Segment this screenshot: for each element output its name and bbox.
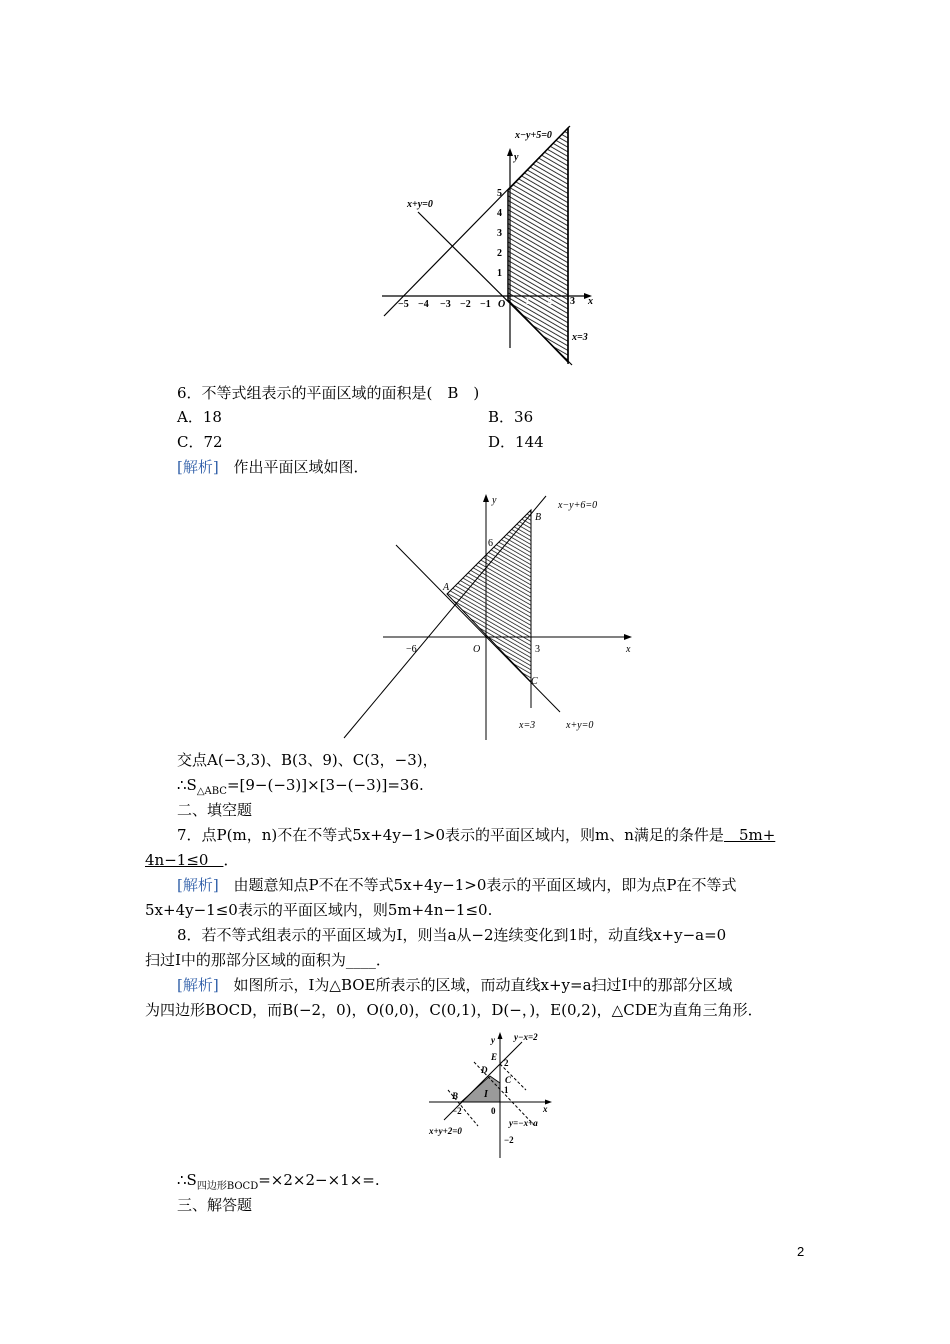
point-e-label: E xyxy=(491,1052,498,1062)
formula-prefix: ∴S xyxy=(177,1171,197,1189)
x-tick-3: 3 xyxy=(535,644,540,655)
y-axis-arrow xyxy=(507,148,513,156)
formula-subscript: △ABC xyxy=(196,786,227,797)
axis-label-y: y xyxy=(492,495,497,506)
q7-text: 7．点P(m，n)不在不等式5x+4y−1>0表示的平面区域内，则m、n满足的条件是 xyxy=(177,826,724,844)
x-tick-neg3: −3 xyxy=(440,299,451,310)
x-tick-neg2: −2 xyxy=(452,1106,462,1116)
label-x-minus-y-plus-5: x−y+5=0 xyxy=(515,130,552,141)
x-axis-arrow xyxy=(624,634,632,640)
label-x-plus-y: x+y=0 xyxy=(566,720,594,731)
y-tick-5: 5 xyxy=(497,188,502,199)
label-x-eq-3: x=3 xyxy=(519,720,536,731)
y-tick-2: 2 xyxy=(497,248,502,259)
question-8-line1: 8．若不等式组表示的平面区域为I，则当a从−2连续变化到1时，动直线x+y−a=0 xyxy=(177,926,727,944)
y-tick-6: 6 xyxy=(488,538,493,549)
q7-answer-part1: 5m+ xyxy=(723,826,776,844)
analysis-tag: [解析] xyxy=(177,876,219,894)
axis-label-x: x xyxy=(588,296,593,307)
formula-prefix: ∴S xyxy=(177,776,197,794)
q6-area-formula xyxy=(177,775,424,802)
label-x-plus-y-plus-2: x+y+2=0 xyxy=(429,1126,462,1136)
q8-analysis-line1 xyxy=(177,975,732,995)
question-8-line2: 扫过I中的那部分区域的面积为____． xyxy=(145,951,391,969)
analysis-text: 由题意知点P不在不等式5x+4y−1>0表示的平面区域内，即为点P在不等式 xyxy=(233,876,737,894)
q8-area-formula xyxy=(177,1170,380,1197)
x-tick-neg2: −2 xyxy=(460,299,471,310)
question-6: 6．不等式组表示的平面区域的面积是( B ) xyxy=(177,384,480,402)
q6-intersection-points: 交点A(−3,3)、B(3、9)、C(3，−3)， xyxy=(177,751,438,769)
shaded-region xyxy=(508,128,568,362)
q6-option-a: A．18 xyxy=(177,408,222,426)
q7-answer-part2: 4n−1≤0 xyxy=(145,851,224,869)
q7-end: ． xyxy=(223,851,239,869)
formula-rest: =×2×2−×1×=. xyxy=(258,1171,380,1189)
axis-label-y: y xyxy=(514,152,519,163)
q7-analysis-line2: 5x+4y−1≤0表示的平面区域内，则5m+4n−1≤0. xyxy=(145,901,493,919)
q8-analysis-line2: 为四边形BOCD，而B(−2，0)，O(0,0)，C(0,1)，D(−，)，E(0,2)，△CDE为直角三角形． xyxy=(145,1001,763,1019)
q6-option-b: B．36 xyxy=(488,408,534,426)
formula-rest: =[9−(−3)]×[3−(−3)]=36. xyxy=(226,776,424,794)
q7-analysis-line1 xyxy=(177,875,737,895)
y-tick-neg2: −2 xyxy=(504,1135,514,1145)
shaded-triangle xyxy=(447,510,531,682)
analysis-tag: [解析] xyxy=(177,458,219,476)
y-tick-3: 3 xyxy=(497,228,502,239)
label-x-plus-y: x+y=0 xyxy=(407,199,433,210)
axis-label-y: y xyxy=(491,1035,495,1045)
point-c-label: C xyxy=(505,1075,512,1085)
x-tick-1: 1 xyxy=(525,296,530,307)
analysis-tag: [解析] xyxy=(177,976,219,994)
section-heading-solutions: 三、解答题 xyxy=(177,1196,253,1214)
point-d-label: D xyxy=(481,1065,488,1075)
x-tick-neg6: −6 xyxy=(406,644,417,655)
q6-option-c: C．72 xyxy=(177,433,223,451)
axis-label-x: x xyxy=(543,1104,548,1114)
question-7-line1 xyxy=(177,825,775,845)
label-y-eq-neg-x-plus-a: y=−x+a xyxy=(509,1118,538,1128)
origin-label: O xyxy=(498,299,506,310)
section-heading-fill-blank: 二、填空题 xyxy=(177,801,253,819)
y-axis-arrow xyxy=(498,1032,503,1039)
point-b-label: B xyxy=(452,1091,459,1101)
x-tick-2: 2 xyxy=(547,296,552,307)
label-x-eq-3: x=3 xyxy=(572,332,588,343)
analysis-text: 作出平面区域如图． xyxy=(233,458,369,476)
y-tick-4: 4 xyxy=(497,208,502,219)
x-tick-3: 3 xyxy=(570,296,575,307)
x-tick-neg5: −5 xyxy=(398,299,409,310)
figure-region-x-minus-y-plus-5 xyxy=(370,120,610,370)
figure-triangle-abc xyxy=(340,490,640,745)
tick-0: 0 xyxy=(491,1106,496,1116)
point-a-label: A xyxy=(443,582,450,593)
q6-option-d: D．144 xyxy=(488,433,544,451)
y-tick-1: 1 xyxy=(497,268,502,279)
y-tick-1: 1 xyxy=(504,1085,509,1095)
page-number: 2 xyxy=(797,1244,805,1259)
formula-subscript: 四边形BOCD xyxy=(196,1181,259,1192)
region-i-label: I xyxy=(484,1089,488,1100)
q6-analysis xyxy=(177,457,369,477)
x-tick-neg1: −1 xyxy=(480,299,491,310)
x-tick-neg4: −4 xyxy=(418,299,429,310)
label-x-minus-y-plus-6: x−y+6=0 xyxy=(558,500,598,511)
label-y-minus-x-eq-2: y−x=2 xyxy=(514,1032,538,1042)
question-7-line2 xyxy=(145,850,238,870)
y-axis-arrow xyxy=(483,494,489,502)
point-b-label: B xyxy=(535,512,542,523)
point-c-label: C xyxy=(531,676,538,687)
origin-label: O xyxy=(473,644,481,655)
shaded-quadrilateral-bocd xyxy=(461,1076,500,1102)
y-tick-2: 2 xyxy=(504,1058,509,1068)
analysis-text: 如图所示，I为△BOE所表示的区域，而动直线x+y=a扫过I中的那部分区域 xyxy=(233,976,733,994)
figure-region-boe xyxy=(425,1025,565,1165)
axis-label-x: x xyxy=(626,644,631,655)
